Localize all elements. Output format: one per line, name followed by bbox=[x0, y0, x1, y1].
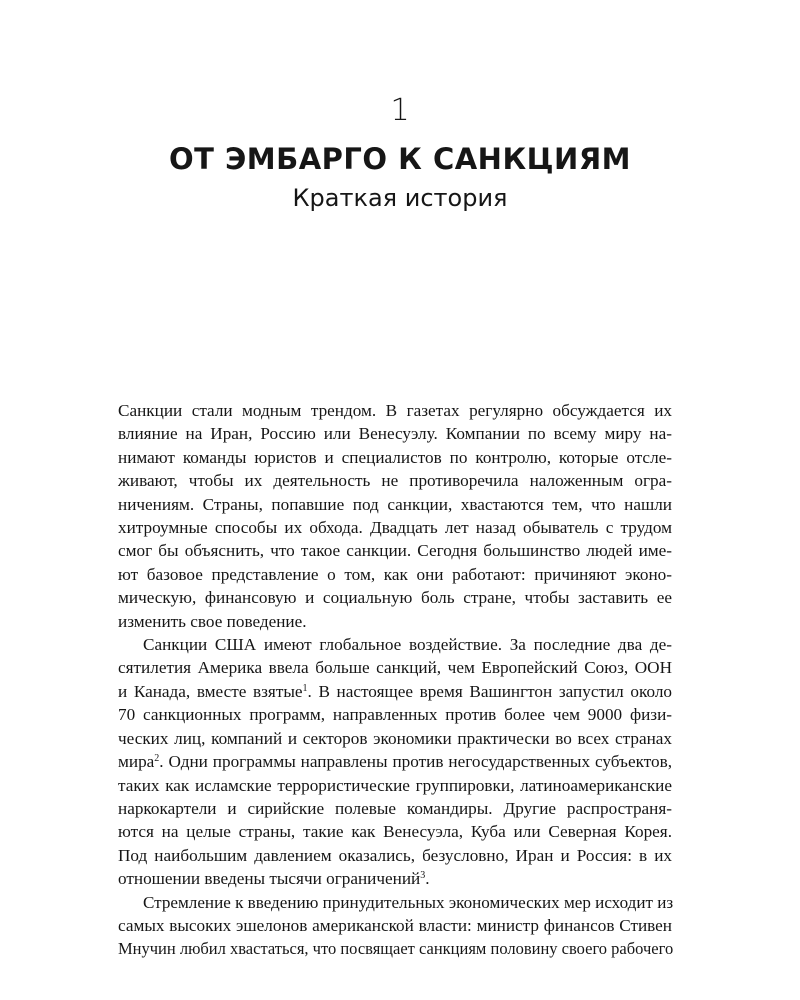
text-segment: . bbox=[425, 869, 430, 889]
text-line: ничениям. Страны, попавшие под санкции, хвастаются тем, что нашли bbox=[118, 494, 672, 514]
text-segment: . В настоящее время Вашингтон запустил около bbox=[307, 681, 672, 701]
text-line: Санкции стали модным трендом. В газетах регулярно обсуждается их bbox=[118, 401, 672, 420]
text-line: ют базовое представление о том, как они работают: причиняют эконо- bbox=[118, 564, 672, 584]
text-line: Стремление к введению принудительных экономических мер исходит из bbox=[143, 892, 674, 912]
text-line: мическую, финансовую и социальную боль стране, чтобы заставить ее bbox=[118, 588, 672, 608]
text-line: самых высоких эшелонов американской власти: министр финансов Стивен bbox=[118, 915, 672, 935]
chapter-subtitle: Краткая история bbox=[292, 184, 508, 212]
text-line: изменить свое поведение. bbox=[118, 611, 307, 631]
text-segment: мира bbox=[118, 752, 155, 772]
footnote-ref-1[interactable]: 1 bbox=[302, 682, 308, 694]
text-line: Санкции США имеют глобальное воздействие. За последние два де- bbox=[143, 635, 672, 655]
paragraph-1 bbox=[118, 399, 672, 633]
text-line: ческих лиц, компаний и секторов экономики практически во всех странах bbox=[118, 728, 672, 748]
text-line: сятилетия Америка ввела больше санкций, чем Европейский Союз, ООН bbox=[118, 658, 672, 678]
chapter-title: ОТ ЭМБАРГО К САНКЦИЯМ bbox=[168, 142, 632, 176]
text-line-with-footnote bbox=[118, 867, 672, 890]
text-line-with-footnote bbox=[118, 750, 672, 773]
text-line: наркокартели и сирийские полевые командиры. Другие распространя- bbox=[118, 798, 672, 818]
text-segment: . Одни программы направлены против негосударственных субъектов, bbox=[159, 752, 672, 772]
paragraph-3 bbox=[118, 891, 672, 961]
text-line: 70 санкционных программ, направленных против более чем 9000 физи- bbox=[118, 705, 672, 725]
text-line: ются на целые страны, такие как Венесуэла, Куба или Северная Корея. bbox=[118, 822, 672, 842]
text-line: хитроумные способы их обхода. Двадцать лет назад обыватель с трудом bbox=[118, 518, 672, 538]
paragraph-2 bbox=[118, 633, 672, 890]
text-line-with-footnote bbox=[118, 680, 672, 703]
body-text bbox=[118, 399, 672, 961]
text-line: нимают команды юристов и специалистов по контролю, которые отсле- bbox=[118, 447, 672, 467]
text-line: Мнучин любил хвастаться, что посвящает санкциям половину своего рабочего bbox=[118, 939, 674, 959]
text-line: таких как исламские террористические группировки, латиноамериканские bbox=[118, 775, 672, 795]
text-segment: и Канада, вместе взятые bbox=[118, 681, 303, 701]
footnote-ref-3[interactable]: 3 bbox=[420, 870, 426, 882]
footnote-ref-2[interactable]: 2 bbox=[154, 753, 160, 765]
text-segment: отношении введены тысячи ограничений bbox=[118, 869, 421, 889]
chapter-number: 1 bbox=[390, 93, 410, 128]
text-line: влияние на Иран, Россию или Венесуэлу. Компании по всему миру на- bbox=[118, 424, 672, 444]
text-line: Под наибольшим давлением оказались, безусловно, Иран и Россия: в их bbox=[118, 845, 672, 865]
text-line: смог бы объяснить, что такое санкции. Сегодня большинство людей име- bbox=[118, 541, 672, 561]
text-line: живают, чтобы их деятельность не противоречила наложенным огра- bbox=[118, 471, 672, 491]
